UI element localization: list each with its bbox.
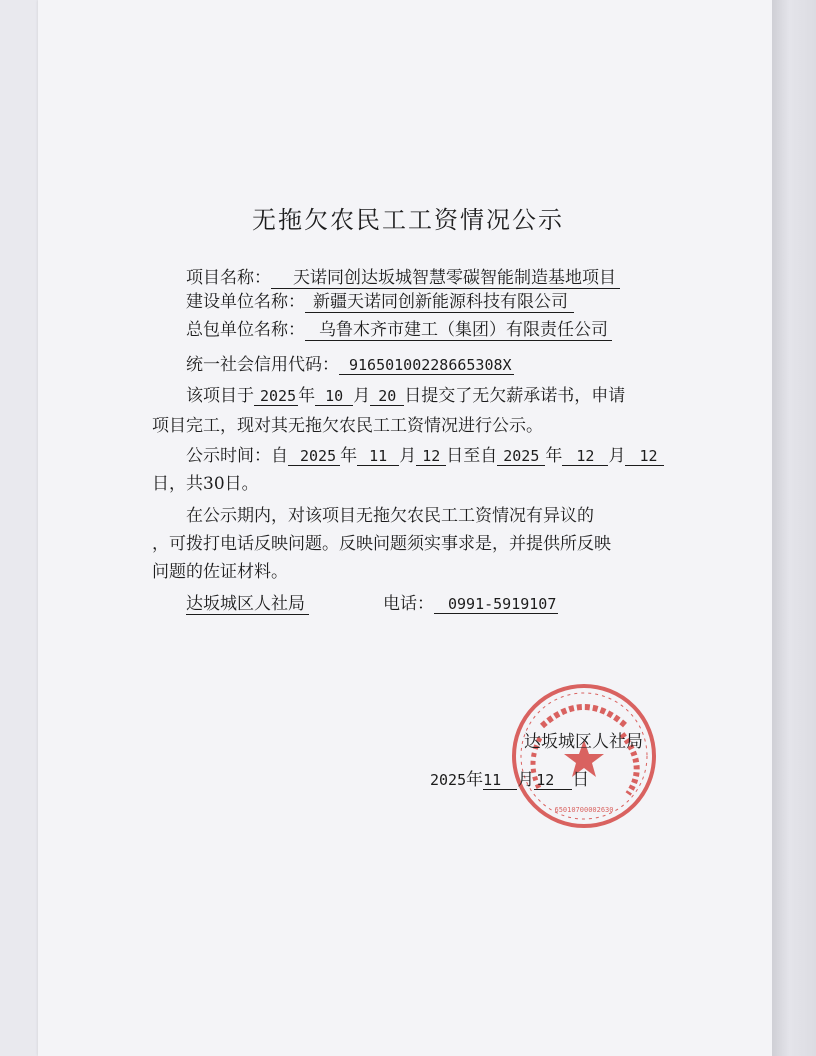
objection-line-1: 在公示期内，对该项目无拖欠农民工工资情况有异议的 — [186, 506, 594, 526]
period-start-month: 11 — [357, 447, 399, 466]
period-start-day: 12 — [416, 447, 446, 466]
month-char: 月 — [353, 386, 371, 406]
official-seal — [510, 682, 658, 830]
project-name-row — [186, 266, 620, 290]
submission-line-1 — [186, 384, 625, 408]
period-end-day: 12 — [625, 447, 663, 466]
credit-code-row — [186, 353, 514, 377]
period-to: 日至自 — [446, 446, 498, 466]
contractor-value: 乌鲁木齐市建工（集团）有限责任公司 — [305, 320, 612, 341]
credit-code-value: 91650100228665308X — [339, 356, 514, 375]
footer-org: 达坂城区人社局 — [186, 594, 309, 615]
seal-code: 65010700002630 — [554, 806, 614, 814]
period-prefix: 公示时间：自 — [186, 446, 288, 466]
date-month: 11 — [483, 771, 517, 790]
submission-line-2: 项目完工，现对其无拖欠农民工工资情况进行公示。 — [152, 416, 543, 436]
signature-org: 达坂城区人社局 — [524, 732, 643, 752]
year-char: 年 — [298, 386, 316, 406]
period-line-2: 日，共30日。 — [152, 474, 259, 494]
document-title: 无拖欠农民工工资情况公示 — [252, 206, 564, 234]
objection-line-2: ，可拨打电话反映问题。反映问题须实事求是，并提供所反映 — [152, 534, 611, 554]
project-name-label: 项目名称： — [186, 268, 271, 288]
builder-label: 建设单位名称： — [186, 292, 305, 312]
period-end-year: 2025 — [497, 447, 545, 466]
year-char: 年 — [545, 446, 563, 466]
credit-code-label: 统一社会信用代码： — [186, 355, 339, 375]
month-char: 月 — [399, 446, 417, 466]
scan-edge-shadow — [772, 0, 816, 1056]
phone-label: 电话： — [383, 594, 434, 614]
year-char: 年 — [340, 446, 358, 466]
year-char: 年 — [466, 770, 484, 790]
period-end-month: 12 — [562, 447, 608, 466]
date-day: 12 — [534, 771, 572, 790]
builder-row — [186, 290, 574, 314]
builder-value: 新疆天诺同创新能源科技有限公司 — [305, 292, 574, 313]
month-char: 月 — [608, 446, 626, 466]
phone-number: 0991-5919107 — [434, 595, 558, 614]
footer-row — [186, 592, 558, 616]
submission-suffix: 日提交了无欠薪承诺书，申请 — [404, 386, 626, 406]
contractor-row — [186, 318, 612, 342]
month-char: 月 — [517, 770, 535, 790]
project-name-value: 天诺同创达坂城智慧零碳智能制造基地项目 — [271, 268, 620, 289]
day-char: 日 — [572, 770, 590, 790]
submission-prefix: 该项目于 — [186, 386, 254, 406]
period-start-year: 2025 — [288, 447, 340, 466]
submission-day: 20 — [370, 387, 404, 406]
contractor-label: 总包单位名称： — [186, 320, 305, 340]
objection-line-3: 问题的佐证材料。 — [152, 562, 288, 582]
signature-date — [430, 768, 589, 792]
document-page — [38, 0, 778, 1056]
date-year: 2025 — [430, 771, 467, 789]
submission-year: 2025 — [254, 387, 298, 406]
period-line-1 — [186, 444, 664, 468]
submission-month: 10 — [315, 387, 353, 406]
